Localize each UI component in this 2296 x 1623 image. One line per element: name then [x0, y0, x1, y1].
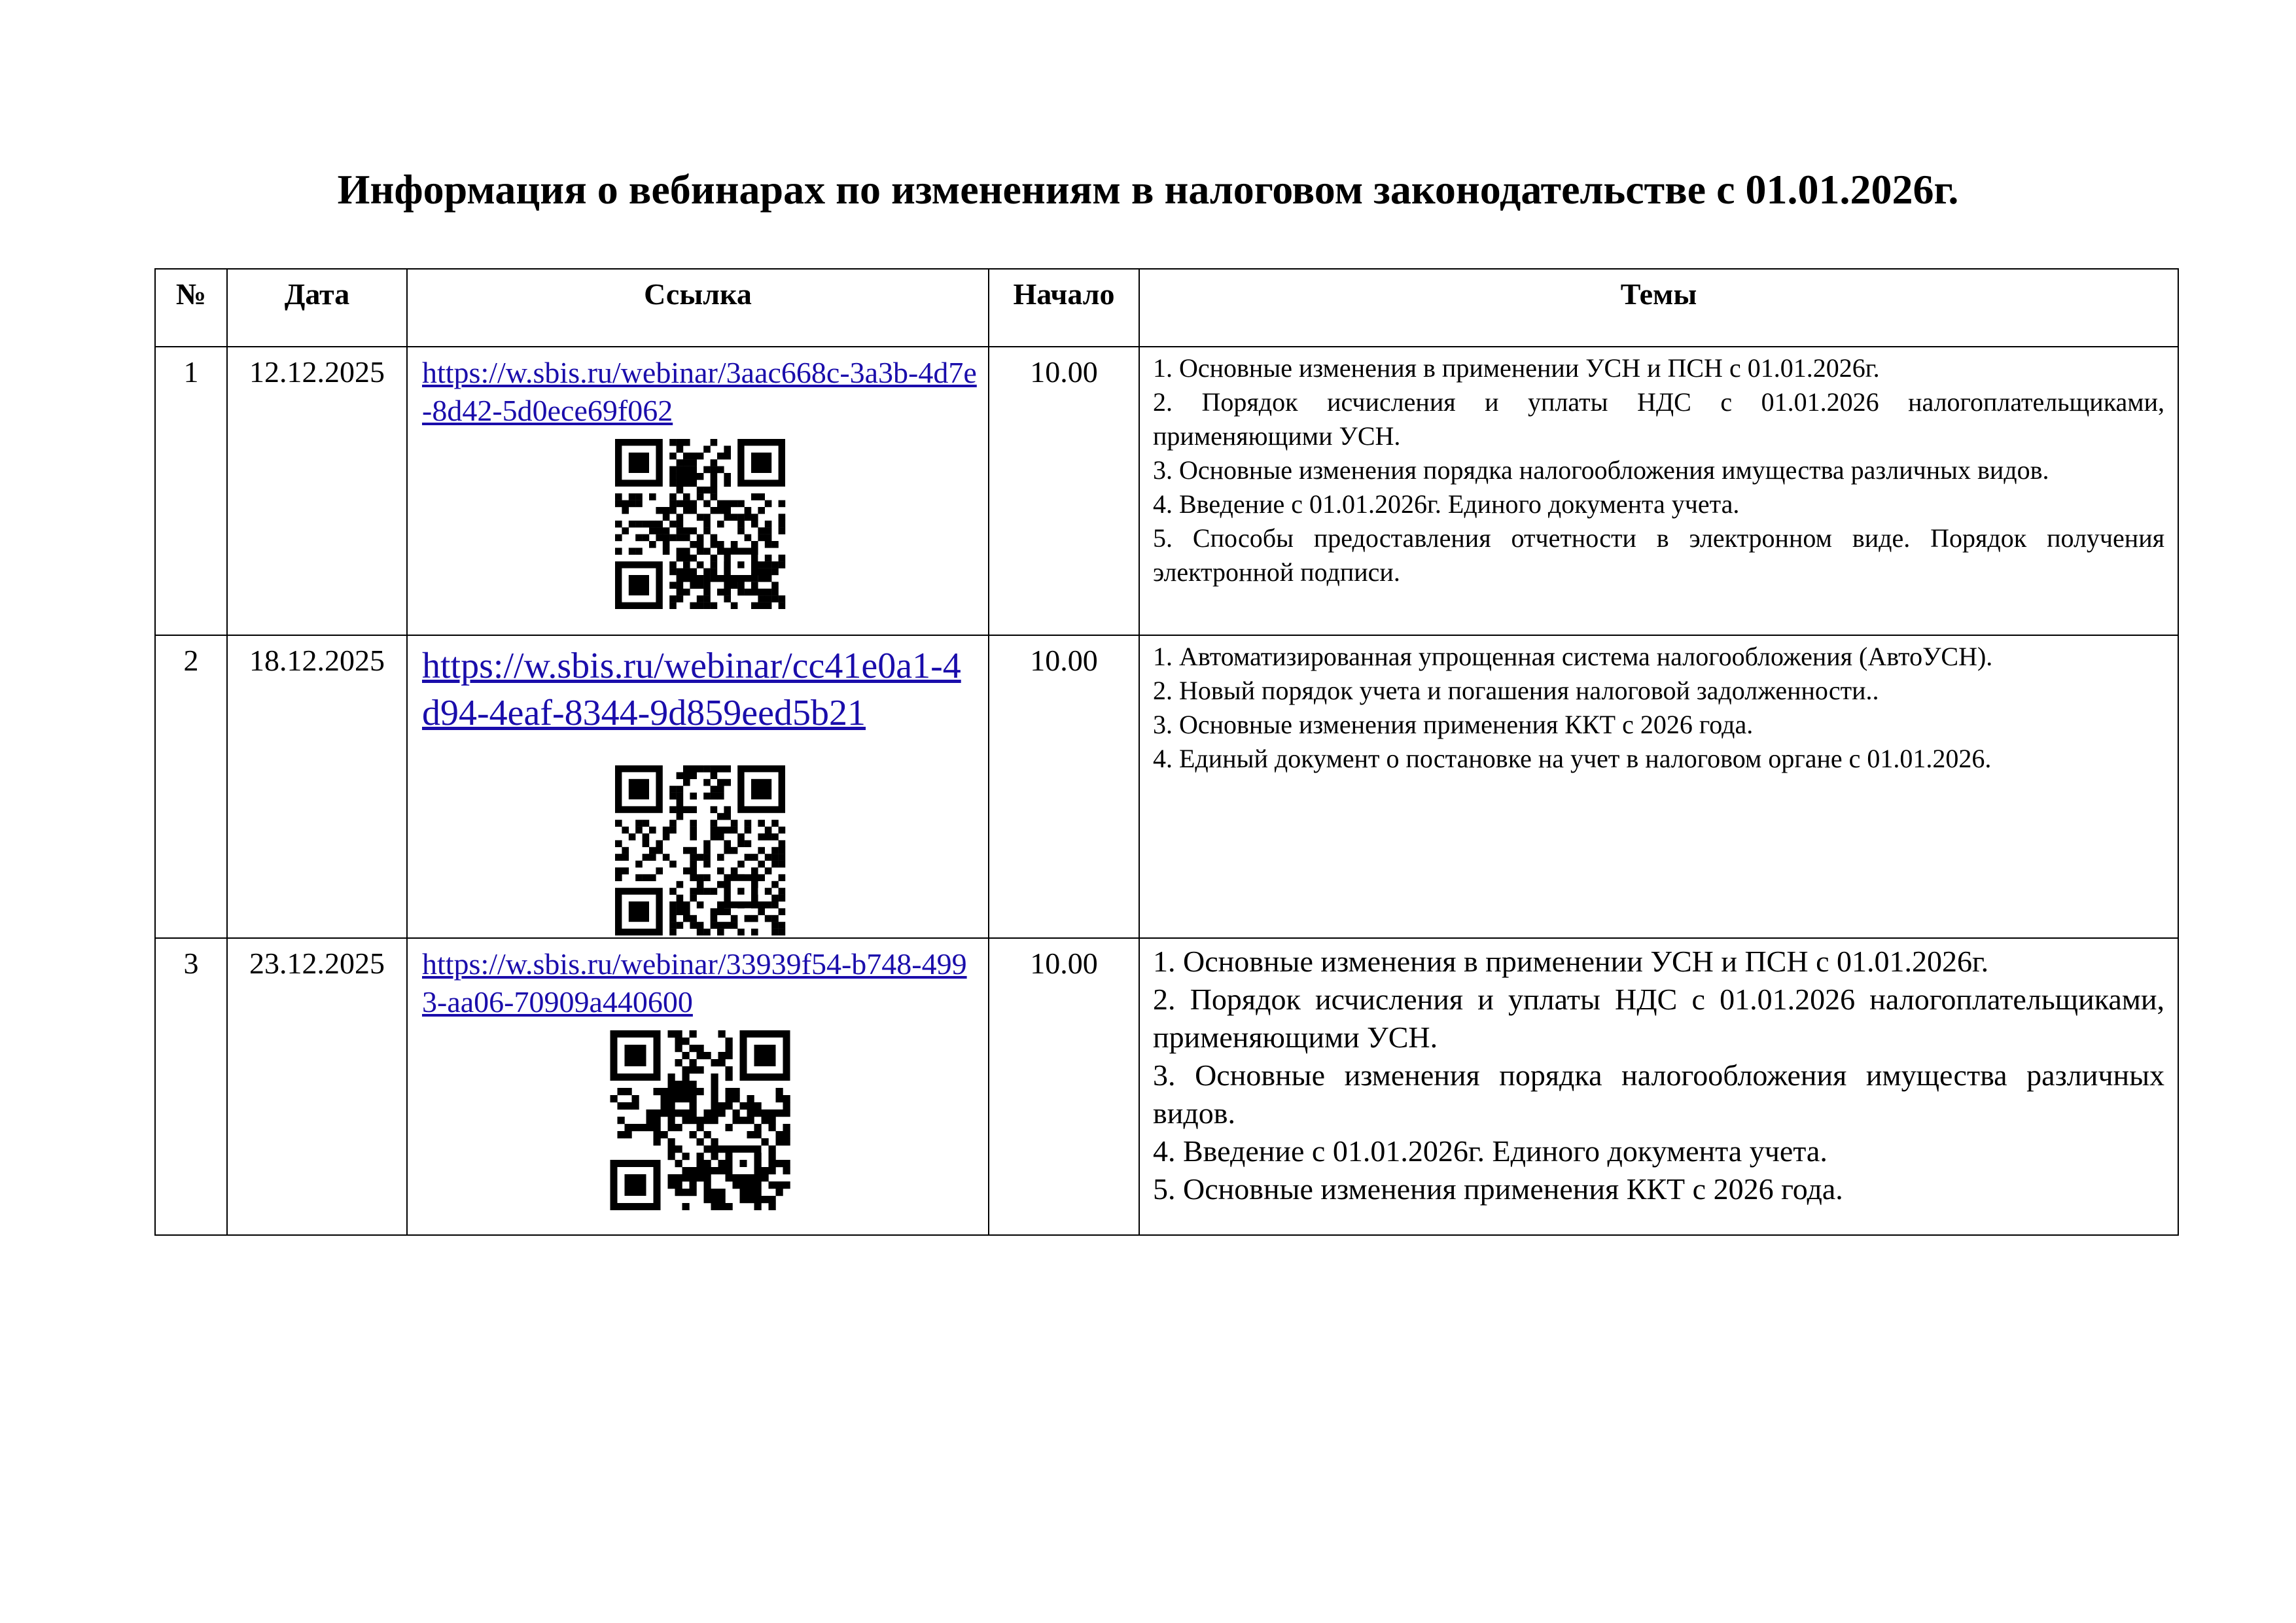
topic-item: 1. Основные изменения в применении УСН и ПСН с 01.01.2026г. [1153, 353, 1880, 383]
topic-item: 1. Основные изменения в применении УСН и ПСН с 01.01.2026г. [1153, 945, 1989, 978]
qr-code-icon[interactable] [612, 765, 788, 935]
topic-item: 3. Основные изменения порядка налогообложения имущества различных видов. [1153, 455, 2049, 485]
qr-code-icon[interactable] [605, 1030, 795, 1210]
topics-cell [1139, 635, 2178, 938]
qr-code-icon[interactable] [612, 439, 788, 609]
topic-item: 3. Основные изменения применения ККТ с 2026 года. [1153, 710, 1754, 739]
page-title: Информация о вебинарах по изменениям в налоговом законодательстве с 01.01.2026г. [337, 166, 1959, 213]
row-date: 12.12.2025 [227, 347, 407, 635]
table-header-row [155, 269, 2178, 347]
row-date: 18.12.2025 [227, 635, 407, 938]
topics-cell [1139, 347, 2178, 635]
table-row [155, 347, 2178, 635]
topic-item: 4. Введение с 01.01.2026г. Единого документа учета. [1153, 489, 1740, 519]
header-date: Дата [227, 269, 407, 347]
topics-cell [1139, 938, 2178, 1235]
topic-item: 2. Новый порядок учета и погашения налоговой задолженности.. [1153, 676, 1879, 705]
header-num: № [155, 269, 227, 347]
header-topics: Темы [1139, 269, 2178, 347]
topic-item: 5. Основные изменения применения ККТ с 2026 года. [1153, 1172, 1843, 1206]
link-cell [407, 938, 989, 1235]
header-start: Начало [989, 269, 1139, 347]
row-number: 2 [155, 635, 227, 938]
topic-item: 4. Введение с 01.01.2026г. Единого документа учета. [1153, 1134, 1828, 1168]
row-start-time: 10.00 [989, 635, 1139, 938]
topic-item: 5. Способы предоставления отчетности в электронном виде. Порядок получения электронной подписи. [1153, 523, 2164, 587]
row-start-time: 10.00 [989, 938, 1139, 1235]
table-row [155, 938, 2178, 1235]
webinar-table [154, 268, 2179, 1236]
topic-item: 3. Основные изменения порядка налогообложения имущества различных видов. [1153, 1058, 2164, 1130]
webinar-link[interactable]: https://w.sbis.ru/webinar/cc41e0a1-4d94-4eaf-8344-9d859eed5b21 [422, 646, 961, 733]
webinar-link[interactable]: https://w.sbis.ru/webinar/33939f54-b748-4993-aa06-70909a440600 [422, 947, 967, 1019]
row-number: 3 [155, 938, 227, 1235]
link-cell [407, 635, 989, 938]
row-date: 23.12.2025 [227, 938, 407, 1235]
link-cell [407, 347, 989, 635]
topic-item: 2. Порядок исчисления и уплаты НДС с 01.01.2026 налогоплательщиками, применяющими УСН. [1153, 983, 2164, 1054]
topic-item: 4. Единый документ о постановке на учет в налоговом органе с 01.01.2026. [1153, 744, 1992, 773]
topic-item: 1. Автоматизированная упрощенная система налогообложения (АвтоУСН). [1153, 642, 1993, 671]
table-row [155, 635, 2178, 938]
row-start-time: 10.00 [989, 347, 1139, 635]
row-number: 1 [155, 347, 227, 635]
header-link: Ссылка [407, 269, 989, 347]
webinar-link[interactable]: https://w.sbis.ru/webinar/3aac668c-3a3b-4d7e-8d42-5d0ece69f062 [422, 356, 977, 427]
topic-item: 2. Порядок исчисления и уплаты НДС с 01.01.2026 налогоплательщиками, применяющими УСН. [1153, 387, 2164, 451]
